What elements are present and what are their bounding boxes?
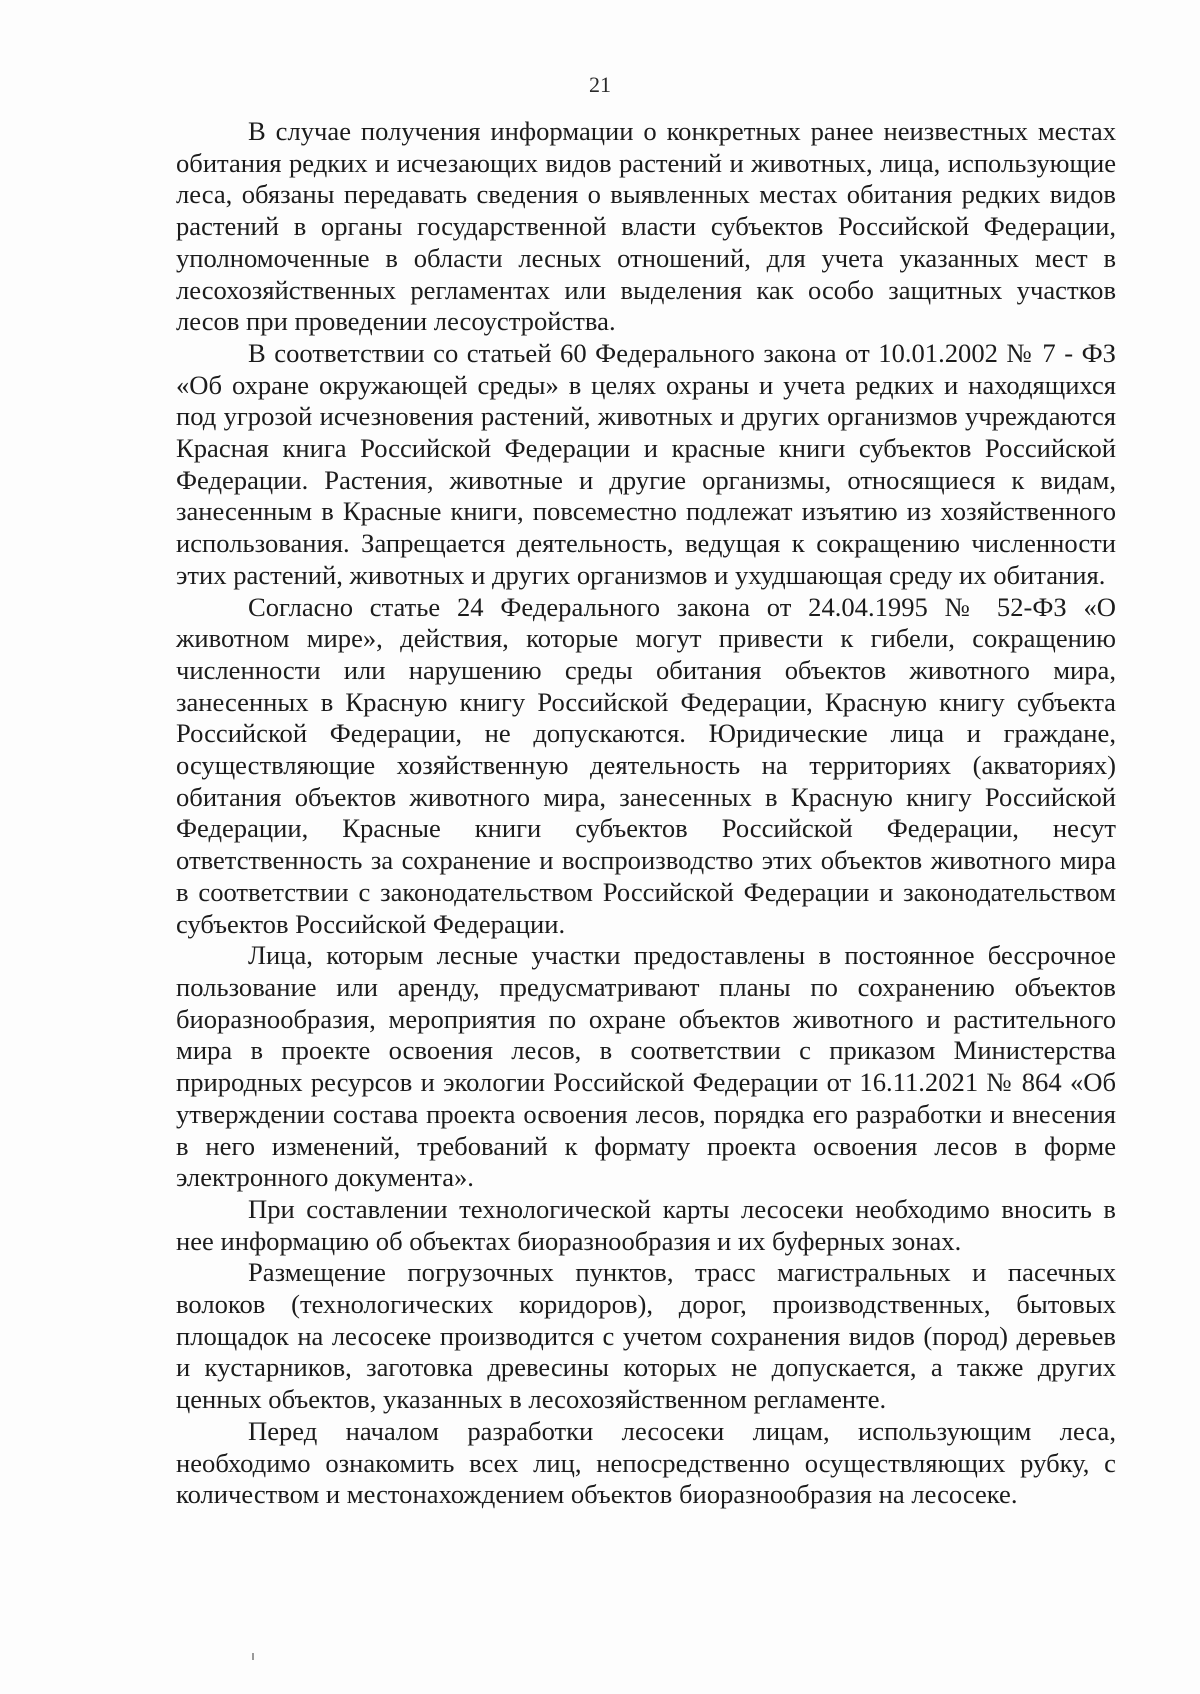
paragraph-familiarization: Перед началом разработки лесосеки лицам, использующим леса, необходимо ознакомить всех лиц, непосредственно осуществляющих рубку, с количеством и местонахождением объектов биоразнообразия на лесосеке. [176,1415,1116,1510]
paragraph-technological-map: При составлении технологической карты лесосеки необходимо вносить в нее информацию об объектах биоразнообразия и их буферных зонах. [176,1193,1116,1256]
paragraph-loading-points: Размещение погрузочных пунктов, трасс магистральных и пасечных волоков (технологических коридоров), дорог, производственных, бытовых площадок на лесосеке производится с учетом сохранения видов (пород) деревьев и кустарников, заготовка древесины которых не допускается, а также других ценных объектов, указанных в лесохозяйственном регламенте. [176,1257,1116,1415]
document-body [176,116,1116,1511]
page-number: 21 [589,72,611,97]
paragraph-rare-species-info: В случае получения информации о конкретных ранее неизвестных местах обитания редких и исчезающих видов растений и животных, лица, использующие леса, обязаны передавать сведения о выявленных местах обитания редких видов растений в органы государственной власти субъектов Российской Федерации, уполномоченные в области лесных отношений, для учета указанных мест в лесохозяйственных регламентах или выделения как особо защитных участков лесов при проведении лесоустройства. [176,116,1116,337]
paragraph-biodiversity-plans: Лица, которым лесные участки предоставлены в постоянное бессрочное пользование или аренду, предусматривают планы по сохранению объектов биоразнообразия, мероприятия по охране объектов животного и растительного мира в проекте освоения лесов, в соответствии с приказом Министерства природных ресурсов и экологии Российской Федерации от 16.11.2021 № 864 «Об утверждении состава проекта освоения лесов, порядка его разработки и внесения в него изменений, требований к формату проекта освоения лесов в форме электронного документа». [176,940,1116,1193]
paragraph-environment-law: В соответствии со статьей 60 Федерального закона от 10.01.2002 № 7 - ФЗ «Об охране окружающей среды» в целях охраны и учета редких и находящихся под угрозой исчезновения растений, животных и других организмов учреждаются Красная книга Российской Федерации и красные книги субъектов Российской Федерации. Растения, животные и другие организмы, относящиеся к видам, занесенным в Красные книги, повсеместно подлежат изъятию из хозяйственного использования. Запрещается деятельность, ведущая к сокращению численности этих растений, животных и других организмов и ухудшающая среду их обитания. [176,337,1116,590]
scan-artifact-mark [252,1653,254,1660]
paragraph-animal-world-law: Согласно статье 24 Федерального закона от 24.04.1995 № 52-ФЗ «О животном мире», действия, которые могут привести к гибели, сокращению численности или нарушению среды обитания объектов животного мира, занесенных в Красную книгу Российской Федерации, Красную книгу субъекта Российской Федерации, не допускаются. Юридические лица и граждане, осуществляющие хозяйственную деятельность на территориях (акваториях) обитания объектов животного мира, занесенных в Красную книгу Российской Федерации, Красные книги субъектов Российской Федерации, несут ответственность за сохранение и воспроизводство этих объектов животного мира в соответствии с законодательством Российской Федерации и законодательством субъектов Российской Федерации. [176,591,1116,939]
